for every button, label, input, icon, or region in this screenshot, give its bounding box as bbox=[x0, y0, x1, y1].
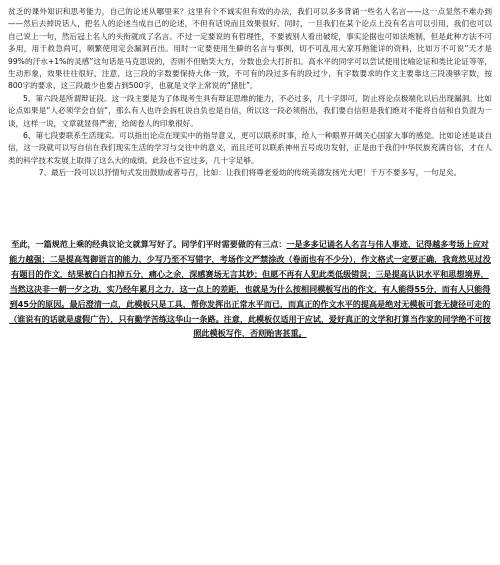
paragraph-closing: 7、最后一段可以以抒情句式发出鼓励或者号召，比如：让我们将尊老爱幼的传统美德发扬光大吧！千万不要多写，一句足矣。 bbox=[38, 168, 462, 178]
summary-lead: 至此，一篇规范上乘的经典议论文就算写好了。同学们平时需要做的有三点： bbox=[11, 239, 287, 249]
summary-paragraph bbox=[8, 237, 492, 341]
paragraph-arguments: 贫乏的课外知识和思考能力，自己的论述从哪里来？这里有个不诚实但有效的办法，我们可以多多背诵一些名人名言——这一点显然不难办到——然后去掉说话人，把名人的论述当成自己的论述，不但有话说而且效果很好。同时，一旦我们在某个论点上没有名言可以引用，我们也可以自己说上一句，然后冠上名人的头衔就成了名言。不过一定要说的有哲理性，不要被别人看出破绽，事实论据也可如法炮制，但是此种方法不可多用，用于救急尚可，频繁使用定会漏洞百出。用时一定要使用生僻的名言与事例，切不可乱用大家耳熟能详的资料，比如万不可说“天才是99%的汗水+1%的灵感”这句话是马克思说的，否则不但贻笑大方，分数也会大打折扣。高水平的同学可以尝试使用比喻论证和类比论证等等，生动形象，效果往往很好，注意，这三段的字数要保持大体一致，不可有的段过多有的段过少，有字数要求的作文主要靠这三段凑够字数，按800字的要求，这三段最少也要占到500字，也就是文学上常说的“猪肚”。 bbox=[8, 7, 492, 91]
paragraph-dialectic: 5、第六段是所谓辩证段。这一段主要是为了体现考生具有辩证思维的能力，不必过多，几十字即可，防止将论点极端化以后出现漏洞。比如论点如果是“人必须学会自信”，那么有人也许会拆杠说自负也是自信，所以这一段必须指出，我们要自信但是我们绝对不能将自信和自负混为一谈，这样一说，文章就显得严密，给阅卷人的印象很好。 bbox=[8, 93, 492, 128]
paragraph-reality: 6、第七段要联系生活现实。可以指出论点在现实中的指导意义，更可以联系时事，给人一种眼界开阔关心国家大事的感觉。比如论述是谈自信，这一段就可以写自信在我们现实生活的学习与交往中的意义，而且还可以联系神州五号成功发射，正是由于我们中华民族充满自信，才在人类的科学技术发展上取得了这么大的成绩。此段也不宜过多，几十字足够。 bbox=[8, 131, 492, 165]
summary-block bbox=[8, 237, 492, 341]
body-text bbox=[8, 6, 492, 180]
summary-underlined: 一是多多记诵名人名言与伟人事迹，记得越多考场上应对能力越强；二是提高驾御语言的能力，少写乃至不写错字，考场作文严禁涂改（卷面也有不少分），作文格式一定要正确，我竟然见过没有题目的作文，结果被白白扣掉五分，痛心之余，深感赛场无言其妙；但愿不再有人犯此类低级错误；三是提高认识水平和思想境界，当然这决非一朝一夕之功，实乃经年累月之力，这一点上的差距，也就是为什么按相同模板写出的作文，有人能得55分，而有人只能得到45分的原因。最后澄清一点，此模板只是工具，帮你发挥出正常水平而已，而真正的作文水平的提高是绝对无模板可套无捷径可走的（谁说有的话就是虚假广告），只有勤学苦练这华山一条路。注意，此模板仅适用于应试，爱好真正的文学和打算当作家的同学绝不可按照此模板写作，否则贻害甚重。 bbox=[9, 239, 491, 339]
